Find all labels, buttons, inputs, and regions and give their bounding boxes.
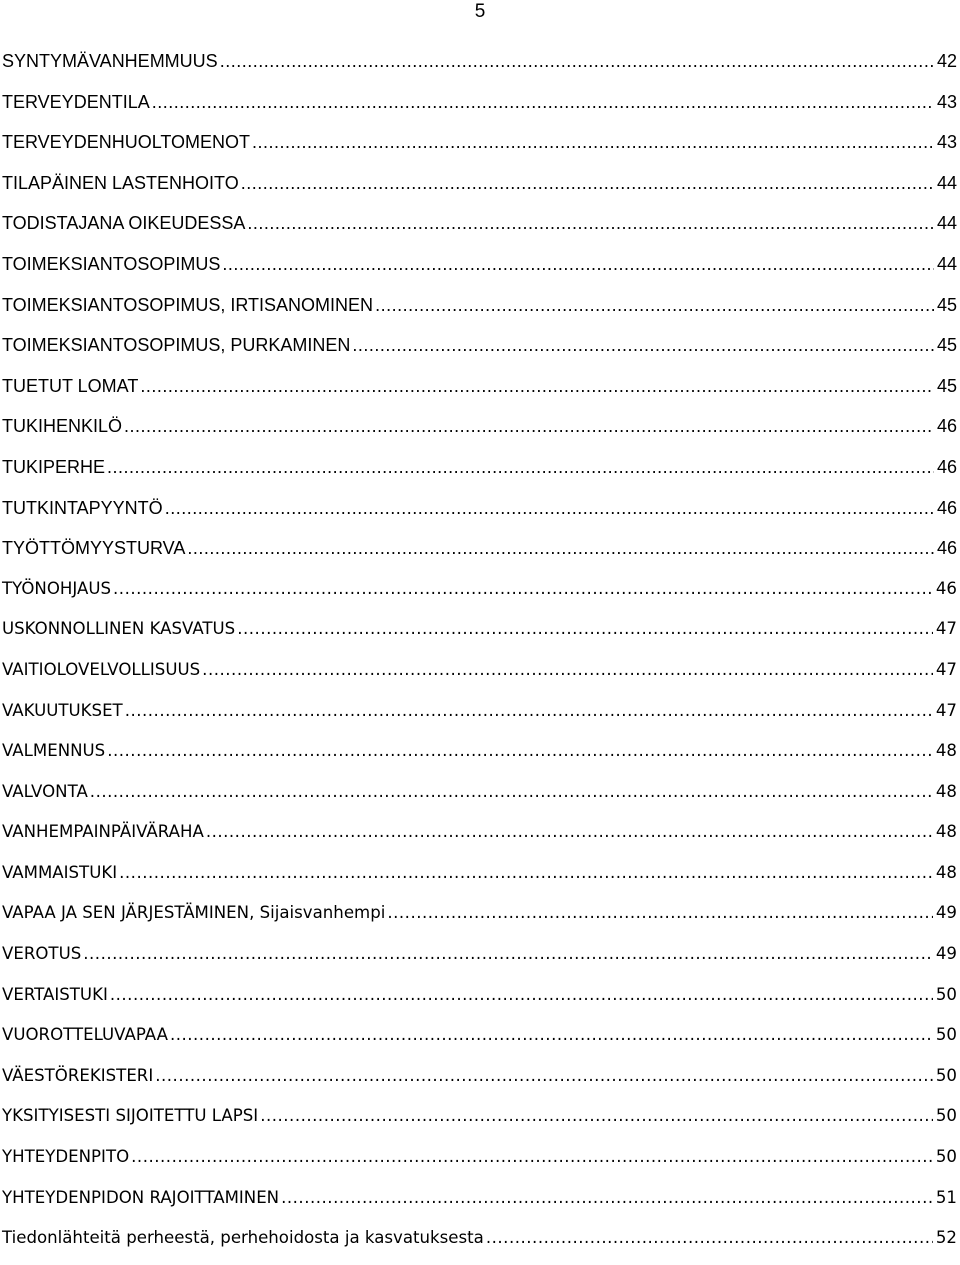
toc-entry-page-number[interactable]: 48 <box>935 741 957 761</box>
toc-entry[interactable] <box>2 940 957 981</box>
toc-dot-leader <box>375 291 934 319</box>
toc-entry[interactable] <box>2 818 957 859</box>
toc-entry-title[interactable]: USKONNOLLINEN KASVATUS <box>2 619 236 639</box>
toc-entry-title[interactable]: VAITIOLOVELVOLLISUUS <box>2 659 201 679</box>
toc-entry-title[interactable]: TODISTAJANA OIKEUDESSA <box>2 213 246 234</box>
toc-dot-leader <box>281 1184 933 1212</box>
toc-entry[interactable] <box>2 331 957 372</box>
toc-dot-leader <box>124 412 934 440</box>
toc-entry-title[interactable]: VALVONTA <box>2 781 88 801</box>
toc-entry-page-number[interactable]: 42 <box>936 51 957 71</box>
toc-entry-page-number[interactable]: 45 <box>936 375 957 396</box>
toc-entry[interactable] <box>2 169 957 210</box>
toc-entry[interactable] <box>2 778 957 819</box>
toc-entry-page-number[interactable]: 48 <box>935 862 957 882</box>
toc-entry-page-number[interactable]: 46 <box>935 578 957 598</box>
toc-entry[interactable] <box>2 372 957 413</box>
toc-entry-title[interactable]: VAKUUTUKSET <box>2 700 123 720</box>
toc-dot-leader <box>170 1021 933 1049</box>
toc-entry-page-number[interactable]: 48 <box>935 822 957 842</box>
toc-entry-title[interactable]: YHTEYDENPITO <box>2 1147 130 1167</box>
toc-entry-title[interactable]: Tiedonlähteitä perheestä, perhehoidosta ja kasvatuksesta <box>2 1228 484 1248</box>
toc-dot-leader <box>140 372 934 400</box>
toc-dot-leader <box>110 981 933 1009</box>
toc-entry-page-number[interactable]: 47 <box>935 619 957 639</box>
toc-entry-page-number[interactable]: 50 <box>935 1106 957 1126</box>
toc-entry-page-number[interactable]: 51 <box>935 1187 957 1207</box>
toc-entry-page-number[interactable]: 43 <box>936 91 957 112</box>
toc-entry[interactable] <box>2 1224 957 1265</box>
toc-entry-title[interactable]: TYÖTTÖMYYSTURVA <box>2 538 186 559</box>
toc-entry[interactable] <box>2 128 957 169</box>
toc-entry-title[interactable]: VERTAISTUKI <box>2 984 108 1004</box>
toc-entry-title[interactable]: TOIMEKSIANTOSOPIMUS <box>2 253 221 274</box>
toc-dot-leader <box>247 209 934 237</box>
toc-dot-leader <box>152 88 934 116</box>
toc-dot-leader <box>83 940 933 968</box>
toc-entry-page-number[interactable]: 49 <box>935 903 957 923</box>
toc-entry-title[interactable]: VUOROTTELUVAPAA <box>2 1025 168 1045</box>
toc-entry-page-number[interactable]: 47 <box>935 700 957 720</box>
toc-entry[interactable] <box>2 1062 957 1103</box>
toc-entry-page-number[interactable]: 46 <box>936 497 957 518</box>
toc-entry-title[interactable]: VALMENNUS <box>2 741 106 761</box>
toc-entry[interactable] <box>2 859 957 900</box>
toc-entry-page-number[interactable]: 46 <box>936 538 957 559</box>
toc-entry[interactable] <box>2 291 957 332</box>
toc-dot-leader <box>125 697 933 725</box>
toc-entry[interactable] <box>2 494 957 535</box>
toc-entry-page-number[interactable]: 44 <box>936 213 957 234</box>
toc-entry[interactable] <box>2 1143 957 1184</box>
toc-dot-leader <box>222 250 934 278</box>
toc-dot-leader <box>387 899 933 927</box>
toc-dot-leader <box>90 778 933 806</box>
toc-dot-leader <box>131 1143 933 1171</box>
toc-entry-title[interactable]: TUTKINTAPYYNTÖ <box>2 497 163 518</box>
toc-dot-leader <box>486 1224 933 1252</box>
toc-entry-title[interactable]: TOIMEKSIANTOSOPIMUS, IRTISANOMINEN <box>2 294 374 315</box>
toc-dot-leader <box>237 615 933 643</box>
toc-dot-leader <box>187 534 934 562</box>
toc-entry[interactable] <box>2 47 957 88</box>
toc-dot-leader <box>220 47 934 75</box>
toc-entry-page-number[interactable]: 50 <box>935 984 957 1004</box>
toc-entry-page-number[interactable]: 50 <box>935 1065 957 1085</box>
toc-entry-title[interactable]: TUKIHENKILÖ <box>2 416 123 437</box>
toc-entry[interactable] <box>2 88 957 129</box>
page-number: 5 <box>474 1 486 22</box>
toc-entry-page-number[interactable]: 45 <box>936 294 957 315</box>
toc-dot-leader <box>241 169 934 197</box>
toc-entry[interactable] <box>2 1184 957 1225</box>
toc-entry-title[interactable]: YKSITYISESTI SIJOITETTU LAPSI <box>2 1106 259 1126</box>
toc-dot-leader <box>155 1062 933 1090</box>
toc-entry-title[interactable]: VÄESTÖREKISTERI <box>2 1065 154 1085</box>
toc-entry-title[interactable]: VEROTUS <box>2 944 82 964</box>
toc-entry-title[interactable]: VANHEMPAINPÄIVÄRAHA <box>2 822 204 842</box>
table-of-contents <box>2 47 957 1265</box>
toc-entry[interactable] <box>2 209 957 250</box>
toc-entry[interactable] <box>2 453 957 494</box>
toc-dot-leader <box>202 656 933 684</box>
toc-dot-leader <box>260 1102 933 1130</box>
toc-entry[interactable] <box>2 412 957 453</box>
toc-entry-page-number[interactable]: 46 <box>936 456 957 477</box>
toc-entry-page-number[interactable]: 49 <box>935 944 957 964</box>
toc-dot-leader <box>206 818 933 846</box>
toc-entry-page-number[interactable]: 52 <box>935 1228 957 1248</box>
toc-entry[interactable] <box>2 737 957 778</box>
toc-entry[interactable] <box>2 656 957 697</box>
toc-entry-title[interactable]: TUKIPERHE <box>2 456 106 477</box>
toc-dot-leader <box>352 331 934 359</box>
toc-entry[interactable] <box>2 615 957 656</box>
toc-entry-page-number[interactable]: 43 <box>936 132 957 153</box>
toc-dot-leader <box>165 494 934 522</box>
toc-dot-leader <box>113 575 933 603</box>
toc-entry-title[interactable]: TOIMEKSIANTOSOPIMUS, PURKAMINEN <box>2 335 351 356</box>
toc-entry-title[interactable]: TILAPÄINEN LASTENHOITO <box>2 172 239 193</box>
toc-entry-page-number[interactable]: 45 <box>936 335 957 356</box>
toc-entry-title[interactable]: TUETUT LOMAT <box>2 375 139 396</box>
toc-entry[interactable] <box>2 1102 957 1143</box>
toc-entry-page-number[interactable]: 48 <box>935 781 957 801</box>
toc-entry-page-number[interactable]: 44 <box>936 172 957 193</box>
toc-entry-page-number[interactable]: 44 <box>936 253 957 274</box>
toc-entry-page-number[interactable]: 46 <box>936 416 957 437</box>
toc-entry-title[interactable]: YHTEYDENPIDON RAJOITTAMINEN <box>2 1187 280 1207</box>
toc-entry-page-number[interactable]: 50 <box>935 1147 957 1167</box>
toc-entry-title[interactable]: SYNTYMÄVANHEMMUUS <box>2 51 218 71</box>
toc-entry-title[interactable]: VAPAA JA SEN JÄRJESTÄMINEN, Sijaisvanhempi <box>2 903 386 923</box>
toc-entry[interactable] <box>2 534 957 575</box>
toc-entry[interactable] <box>2 899 957 940</box>
toc-dot-leader <box>107 737 933 765</box>
toc-entry-title[interactable]: VAMMAISTUKI <box>2 862 118 882</box>
toc-entry-title[interactable]: TYÖNOHJAUS <box>2 578 112 598</box>
toc-dot-leader <box>252 128 934 156</box>
toc-entry[interactable] <box>2 1021 957 1062</box>
toc-entry-title[interactable]: TERVEYDENTILA <box>2 91 150 112</box>
toc-dot-leader <box>107 453 934 481</box>
toc-entry-page-number[interactable]: 50 <box>935 1025 957 1045</box>
toc-entry[interactable] <box>2 575 957 616</box>
toc-dot-leader <box>119 859 933 887</box>
toc-entry[interactable] <box>2 250 957 291</box>
toc-entry[interactable] <box>2 981 957 1022</box>
toc-entry-title[interactable]: TERVEYDENHUOLTOMENOT <box>2 132 251 153</box>
toc-entry-page-number[interactable]: 47 <box>935 659 957 679</box>
toc-entry[interactable] <box>2 697 957 738</box>
